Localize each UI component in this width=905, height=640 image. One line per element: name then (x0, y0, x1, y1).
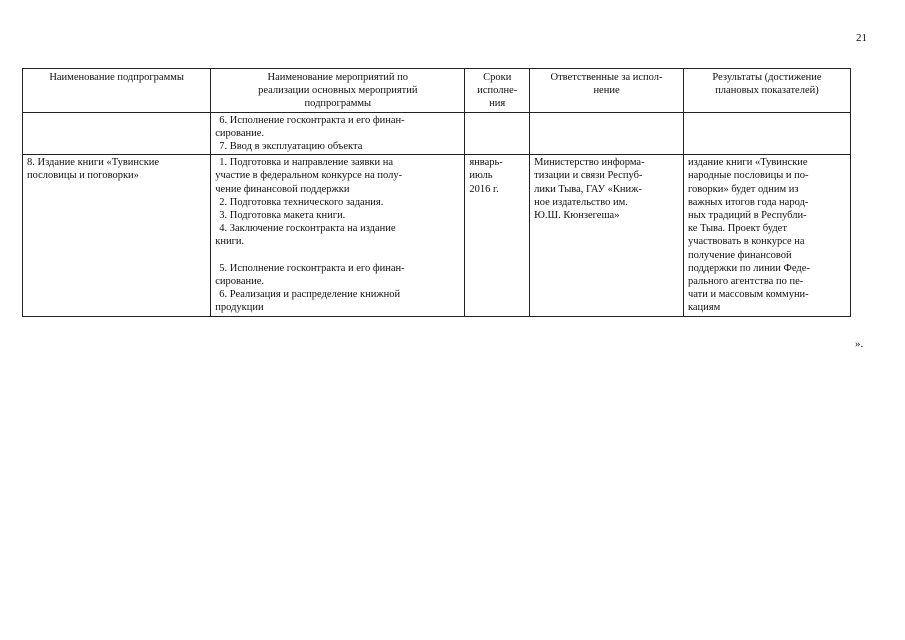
text-line: июль (469, 170, 493, 182)
cell-deadline-8 (465, 155, 530, 316)
header-subprogram-name-text (27, 71, 206, 84)
text-line: Ответственные за испол- (550, 72, 663, 83)
text-line: издание книги «Тувинские (687, 157, 808, 169)
text-line: рального агентства по пе- (687, 276, 804, 288)
header-responsible-text (534, 71, 679, 97)
header-subprogram-name (23, 69, 211, 113)
text-line: Ю.Ш. Кюнзегеша» (534, 210, 620, 222)
text-line: реализации основных мероприятий (258, 85, 418, 97)
text-line: 6. Реализация и распределение книжной (219, 289, 401, 301)
text-line: лики Тыва, ГАУ «Книж- (534, 183, 642, 195)
text-line: подпрограммы (304, 98, 372, 110)
table-row-continuation (23, 112, 851, 155)
cell-continuation-results (683, 112, 850, 155)
header-deadlines-text (469, 71, 525, 111)
text-line: исполне- (477, 85, 518, 97)
text-line: поддержки по линии Феде- (687, 262, 810, 274)
responsible-8-text (534, 156, 679, 222)
cell-results-8 (683, 155, 850, 316)
header-activities-text (215, 71, 460, 111)
closing-quote-mark: ». (855, 338, 864, 350)
text-line: ния (489, 98, 506, 110)
text-line: народные пословицы и по- (687, 170, 809, 182)
text-line: продукции (215, 302, 264, 314)
text-line: сирование. (215, 127, 265, 139)
activities-8-text (215, 156, 460, 314)
text-line: кациям (687, 302, 721, 314)
text-line: Сроки (483, 72, 512, 83)
text-line: участвовать в конкурсе на (687, 236, 805, 248)
cell-continuation-deadline (465, 112, 530, 155)
text-line: ных традиций в Республи- (687, 210, 807, 222)
text-line: книги. (215, 236, 245, 248)
text-line: говорки» будет одним из (687, 183, 799, 195)
text-line: получение финансовой (687, 249, 792, 261)
text-line: ное издательство им. (534, 196, 628, 208)
text-line: 2016 г. (469, 183, 499, 195)
cell-activities-8 (211, 155, 465, 316)
cell-continuation-subprogram (23, 112, 211, 155)
text-line: Наименование мероприятий по (267, 72, 409, 83)
text-line: плановых показателей) (715, 85, 819, 97)
subprogram-8-text (27, 156, 206, 182)
page-number: 21 (856, 32, 867, 44)
text-line: участие в федеральном конкурсе на полу- (215, 170, 403, 182)
cell-continuation-activities (211, 112, 465, 155)
text-line: 8. Издание книги «Тувинские (27, 157, 160, 169)
text-line: 4. Заключение госконтракта на издание (219, 223, 396, 235)
cell-responsible-8 (530, 155, 684, 316)
text-line: чение финансовой поддержки (215, 183, 350, 195)
text-line: ке Тыва. Проект будет (687, 223, 787, 235)
deadline-8-text (469, 156, 525, 196)
cell-subprogram-8 (23, 155, 211, 316)
text-line: Наименование подпрограммы (49, 72, 184, 83)
header-results-text (688, 71, 846, 97)
results-8-text (688, 156, 846, 314)
header-deadlines (465, 69, 530, 113)
text-line: тизации и связи Респуб- (534, 170, 643, 182)
text-line: пословицы и поговорки» (27, 170, 139, 182)
text-line: чати и массовым коммуни- (687, 289, 809, 301)
text-line: Результаты (достижение (712, 72, 822, 83)
continuation-activities-text (215, 114, 460, 154)
header-responsible (530, 69, 684, 113)
subprogram-table (22, 68, 851, 317)
table-row-8 (23, 155, 851, 316)
text-line: 3. Подготовка макета книги. (219, 210, 346, 222)
text-line: 5. Исполнение госконтракта и его финан- (219, 262, 405, 274)
text-line: нение (593, 85, 620, 97)
text-line: 6. Исполнение госконтракта и его финан- (219, 114, 405, 126)
text-line: 1. Подготовка и направление заявки на (219, 157, 394, 169)
text-line: январь- (469, 157, 503, 169)
text-line: сирование. (215, 275, 265, 287)
table-header-row (23, 69, 851, 113)
text-line: 7. Ввод в эксплуатацию объекта (219, 141, 363, 153)
text-line (215, 249, 460, 262)
cell-continuation-responsible (530, 112, 684, 155)
header-activities (211, 69, 465, 113)
text-line: 2. Подготовка технического задания. (219, 196, 384, 208)
text-line: важных итогов года народ- (687, 196, 809, 208)
text-line: Министерство информа- (534, 157, 645, 169)
header-results (683, 69, 850, 113)
